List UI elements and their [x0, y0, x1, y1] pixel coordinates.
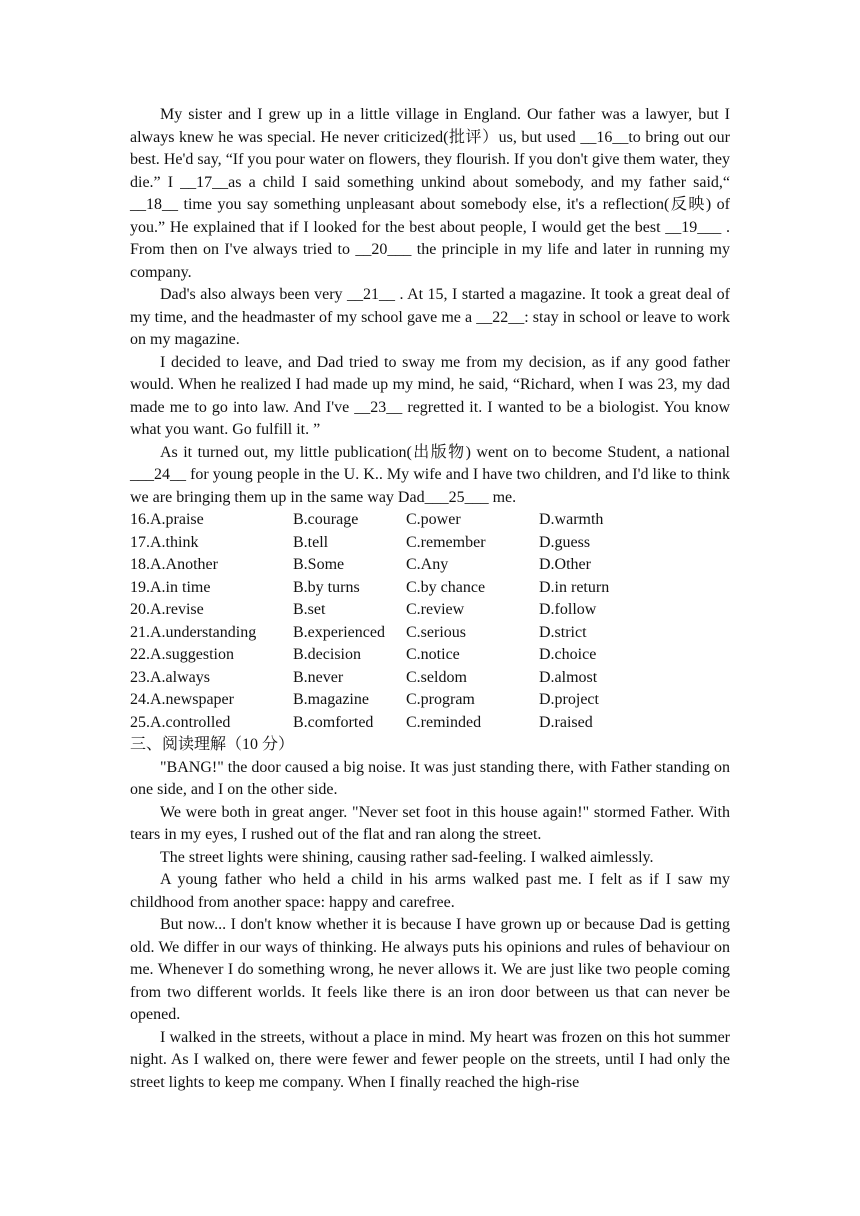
- option-b: B.courage: [293, 511, 359, 528]
- option-d: D.strict: [539, 623, 587, 641]
- option-d: D.raised: [539, 713, 593, 731]
- option-b: B.Some: [293, 556, 345, 573]
- paragraph: As it turned out, my little publication(出版物) went on to become Student, a national ___24__ for young people in the U. K.. My wife and I have two children, and I'd like to think we are bringing them up in the same way Dad___25___ me.: [130, 443, 730, 506]
- option-c: C.reminded: [406, 713, 482, 731]
- option-d: D.follow: [539, 601, 597, 618]
- option-d: D.choice: [539, 646, 597, 663]
- option-a: 17.A.think: [130, 533, 199, 551]
- option-d: D.project: [539, 691, 599, 708]
- document-page: [130, 104, 730, 1094]
- option-row: [130, 554, 730, 577]
- option-a: 22.A.suggestion: [130, 646, 234, 663]
- option-a: 16.A.praise: [130, 511, 204, 528]
- option-d: D.almost: [539, 668, 598, 686]
- option-a: 21.A.understanding: [130, 623, 257, 641]
- option-b: B.magazine: [293, 691, 369, 708]
- paragraph: The street lights were shining, causing rather sad-feeling. I walked aimlessly.: [160, 848, 654, 866]
- option-a: 20.A.revise: [130, 601, 204, 618]
- option-c: C.seldom: [406, 668, 467, 686]
- option-c: C.notice: [406, 646, 460, 663]
- option-a: 24.A.newspaper: [130, 691, 234, 708]
- section-heading: 三、阅读理解（10 分）: [130, 736, 295, 753]
- option-c: C.serious: [406, 623, 466, 641]
- option-c: C.review: [406, 601, 465, 618]
- option-d: D.guess: [539, 533, 591, 551]
- option-b: B.never: [293, 668, 344, 686]
- option-row: [130, 532, 730, 555]
- option-b: B.by turns: [293, 578, 360, 596]
- option-a: 18.A.Another: [130, 556, 218, 573]
- option-c: C.Any: [406, 556, 449, 573]
- option-c: C.power: [406, 511, 461, 528]
- paragraph: "BANG!" the door caused a big noise. It was just standing there, with Father standing on one side, and I on the other side.: [130, 758, 730, 798]
- options-list: [130, 509, 730, 734]
- option-c: C.by chance: [406, 578, 486, 596]
- option-row: [130, 577, 730, 600]
- option-row: [130, 644, 730, 667]
- reading-passage: [130, 757, 730, 1095]
- paragraph: Dad's also always been very __21__ . At 15, I started a magazine. It took a great deal of my time, and the headmaster of my school gave me a __22__: stay in school or leave to work on my magazine.: [130, 286, 730, 348]
- option-a: 23.A.always: [130, 668, 210, 686]
- option-b: B.experienced: [293, 623, 385, 641]
- option-d: D.in return: [539, 578, 610, 596]
- paragraph: My sister and I grew up in a little village in England. Our father was a lawyer, but I always knew he was special. He never criticized(批评）us, but used __16__to bring out our best. He'd say, “If you pour water on flowers, they flourish. If you don't give them water, they die.” I __17__as a child I said something unkind about somebody, and my father said,“ __18__ time you say something unpleasant about somebody else, it's a reflection(反映) of you.” He explained that if I looked for the best about people, I would get the best __19___ . From then on I've always tried to __20___ the principle in my life and later in running my company.: [130, 106, 730, 281]
- paragraph: But now... I don't know whether it is because I have grown up or because Dad is getting old. We differ in our ways of thinking. He always puts his opinions and rules of behaviour on me. Whenever I do something wrong, he never allows it. We are just like two people coming from two different worlds. It feels like there is an iron door between us that can never be opened.: [130, 916, 730, 1023]
- option-d: D.warmth: [539, 511, 604, 528]
- option-row: [130, 689, 730, 712]
- option-b: B.tell: [293, 533, 329, 551]
- option-a: 19.A.in time: [130, 578, 211, 596]
- paragraph: I walked in the streets, without a place in mind. My heart was frozen on this hot summer night. As I walked on, there were fewer and fewer people on the streets, until I had only the street lights to keep me company. When I finally reached the high-rise: [130, 1028, 730, 1091]
- option-b: B.comforted: [293, 713, 374, 731]
- option-row: [130, 622, 730, 645]
- option-row: [130, 509, 730, 532]
- paragraph: I decided to leave, and Dad tried to sway me from my decision, as if any good father would. When he realized I had made up my mind, he said, “Richard, when I was 23, my dad made me to go into law. And I've __23__ regretted it. I wanted to be a biologist. You know what you want. Go fulfill it. ”: [130, 353, 730, 438]
- option-b: B.decision: [293, 646, 361, 663]
- paragraph: We were both in great anger. "Never set foot in this house again!" stormed Father. With tears in my eyes, I rushed out of the flat and ran along the street.: [130, 803, 730, 843]
- option-row: [130, 667, 730, 690]
- cloze-passage: [130, 104, 730, 509]
- option-a: 25.A.controlled: [130, 713, 231, 731]
- option-row: [130, 712, 730, 735]
- option-row: [130, 599, 730, 622]
- option-c: C.remember: [406, 533, 486, 551]
- option-d: D.Other: [539, 556, 591, 573]
- paragraph: A young father who held a child in his arms walked past me. I felt as if I saw my childhood from another space: happy and carefree.: [130, 871, 730, 911]
- option-b: B.set: [293, 601, 326, 618]
- option-c: C.program: [406, 691, 475, 708]
